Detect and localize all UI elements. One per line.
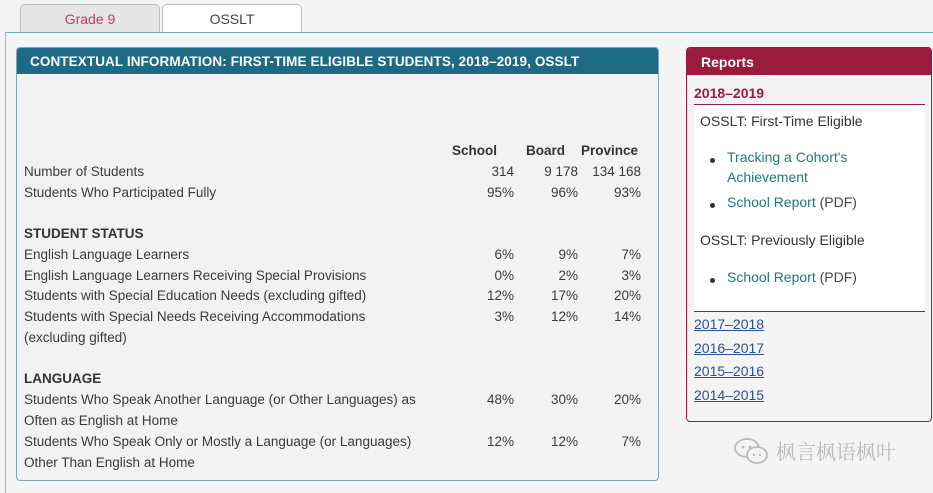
province-value: 7%	[621, 434, 641, 449]
tracking-cohort-link-line1: Tracking a Cohort's	[727, 149, 848, 165]
province-value: 14%	[613, 309, 641, 324]
tab-grade-9[interactable]: Grade 9	[20, 4, 160, 33]
province-value: 134 168	[592, 164, 641, 179]
year-link-2014-2015[interactable]: 2014–2015	[694, 387, 765, 403]
tab-bar	[20, 4, 302, 33]
watermark	[734, 436, 896, 465]
school-value: 12%	[486, 288, 514, 303]
school-value: 12%	[486, 434, 514, 449]
board-value: 30%	[550, 392, 578, 407]
row-label: Students with Special Needs Receiving Accommodations	[24, 309, 366, 324]
row-label: Students Who Speak Only or Mostly a Language (or Languages)	[24, 434, 412, 449]
row-label-continued: Often as English at Home	[24, 413, 178, 428]
bullet-icon	[710, 278, 715, 283]
panel-title: CONTEXTUAL INFORMATION: FIRST-TIME ELIGIBLE STUDENTS, 2018–2019, OSSLT	[17, 48, 658, 74]
tab-underline	[5, 32, 933, 33]
column-header-board: Board	[526, 143, 566, 158]
chat-bubble-icon	[734, 437, 768, 465]
reports-panel	[686, 47, 932, 422]
row-label: English Language Learners	[24, 247, 190, 262]
board-value: 2%	[558, 268, 578, 283]
pdf-label: (PDF)	[819, 194, 857, 210]
province-value: 20%	[613, 288, 641, 303]
column-header-school: School	[452, 143, 498, 158]
tab-osslt[interactable]: OSSLT	[162, 4, 302, 33]
bullet-icon	[710, 203, 715, 208]
row-label: Number of Students	[24, 164, 145, 179]
contextual-info-panel	[16, 47, 659, 481]
school-value: 6%	[494, 247, 514, 262]
board-value: 9%	[558, 247, 578, 262]
row-label-continued: Other Than English at Home	[24, 455, 195, 470]
board-value: 12%	[550, 309, 578, 324]
column-header-province: Province	[581, 143, 639, 158]
year-link-2015-2016[interactable]: 2015–2016	[694, 363, 765, 379]
province-value: 93%	[613, 185, 641, 200]
watermark-text: 枫言枫语枫叶	[776, 442, 896, 464]
previously-eligible-heading: OSSLT: Previously Eligible	[700, 232, 865, 248]
section-heading-language: LANGUAGE	[24, 371, 102, 386]
panel-body	[17, 74, 658, 481]
school-value: 48%	[486, 392, 514, 407]
province-value: 20%	[613, 392, 641, 407]
board-value: 12%	[550, 434, 578, 449]
section-heading-student-status: STUDENT STATUS	[24, 226, 144, 241]
school-value: 3%	[494, 309, 514, 324]
board-value: 9 178	[544, 164, 578, 179]
year-link-2017-2018[interactable]: 2017–2018	[694, 316, 765, 332]
row-label-continued: (excluding gifted)	[24, 330, 127, 345]
row-label: Students with Special Education Needs (excluding gifted)	[24, 288, 367, 303]
school-value: 95%	[486, 185, 514, 200]
board-value: 17%	[550, 288, 578, 303]
tracking-cohort-link-line2: Achievement	[727, 169, 808, 185]
row-label: Students Who Speak Another Language (or Other Languages) as	[24, 392, 416, 407]
first-time-eligible-heading: OSSLT: First-Time Eligible	[700, 113, 863, 129]
bullet-icon	[710, 158, 715, 163]
year-link-2016-2017[interactable]: 2016–2017	[694, 340, 765, 356]
board-value: 96%	[550, 185, 578, 200]
current-year-heading: 2018–2019	[694, 85, 765, 101]
school-report-item-2	[727, 267, 917, 287]
reports-title: Reports	[687, 48, 931, 75]
school-report-link[interactable]: School Report	[727, 194, 816, 210]
school-report-item	[727, 192, 917, 212]
school-value: 0%	[494, 268, 514, 283]
school-report-link-2[interactable]: School Report	[727, 269, 816, 285]
tracking-cohort-link[interactable]	[727, 149, 847, 185]
province-value: 3%	[621, 268, 641, 283]
province-value: 7%	[621, 247, 641, 262]
row-label: English Language Learners Receiving Special Provisions	[24, 268, 367, 283]
current-year-reports	[694, 105, 925, 312]
pdf-label: (PDF)	[819, 269, 857, 285]
school-value: 314	[491, 164, 514, 179]
tracking-cohort-item	[727, 147, 917, 187]
row-label: Students Who Participated Fully	[24, 185, 217, 200]
